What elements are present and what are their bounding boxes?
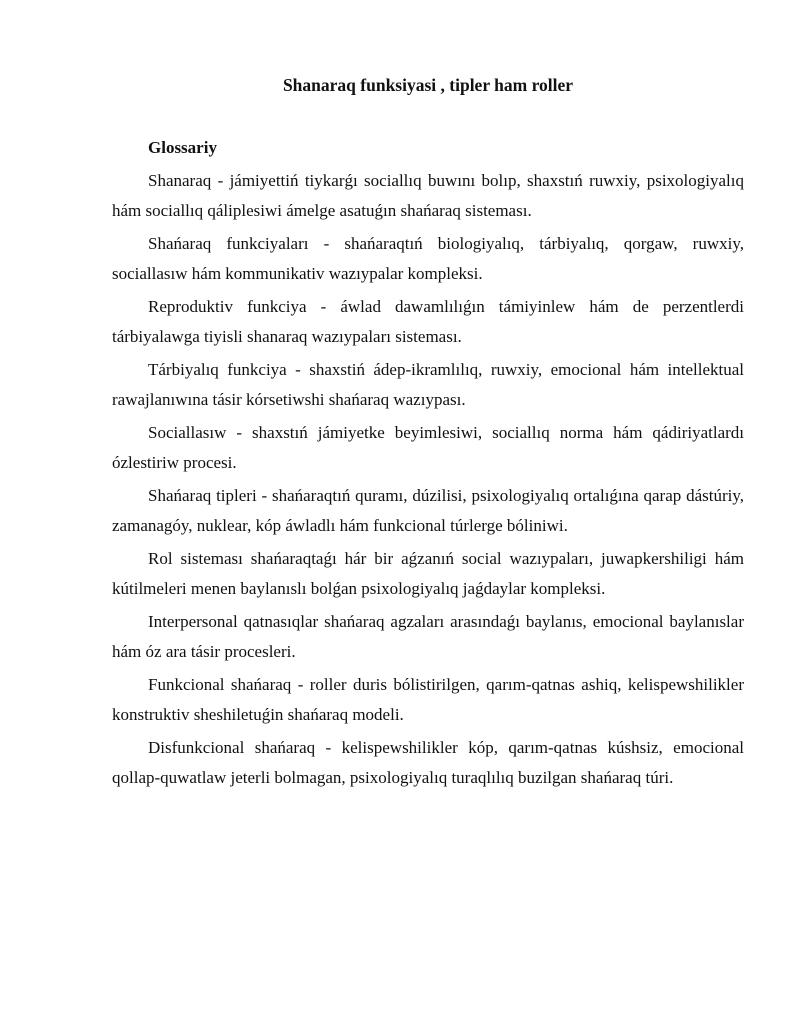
glossary-entry-educational-function: Tárbiyalıq funkciya - shaxstiń ádep-ikramlılıq, ruwxiy, emocional hám intellektual rawajlanıwına tásir kórsetiwshi shańaraq wazıypası. — [112, 360, 744, 409]
glossary-entry-reproductive-function: Reproduktiv funkciya - áwlad dawamlılıǵın támiyinlew hám de perzentlerdi tárbiyalawga tiyisli shanaraq wazıypaları sisteması. — [112, 297, 744, 346]
glossary-entry-functional-family: Funkcional shańaraq - roller duris bólistirilgen, qarım-qatnas ashiq, kelispewshilikler konstruktiv sheshiletuǵin shańaraq modeli. — [112, 675, 744, 724]
glossary-entry-interpersonal-relations: Interpersonal qatnasıqlar shańaraq agzaları arasındaǵı baylanıs, emocional baylanıslar hám óz ara tásir procesleri. — [112, 612, 744, 661]
glossary-entry-family-types: Shańaraq tipleri - shańaraqtıń quramı, dúzilisi, psixologiyalıq ortalıǵına qarap dástúriy, zamanagóy, nuklear, kóp áwladlı hám funkcional túrlerge bóliniwi. — [112, 486, 744, 535]
glossary-entry-shanaraq: Shanaraq - jámiyettiń tiykarǵı sociallıq buwını bolıp, shaxstıń ruwxiy, psixologiyalıq hám sociallıq qáliplesiwi ámelge asatuǵın shańaraq sisteması. — [112, 171, 744, 220]
glossary-section — [112, 136, 744, 796]
document-title: Shanaraq funksiyasi , tipler ham roller — [282, 75, 574, 95]
glossary-entry-dysfunctional-family: Disfunkcional shańaraq - kelispewshilikler kóp, qarım-qatnas kúshsiz, emocional qollap-quwatlaw jeterli bolmagan, psixologiyalıq turaqlılıq buzilgan shańaraq túri. — [112, 738, 744, 787]
glossary-heading: Glossariy — [148, 138, 217, 157]
glossary-entry-functions: Shańaraq funkciyaları - shańaraqtıń biologiyalıq, tárbiyalıq, qorgaw, ruwxiy, sociallasıw hám kommunikativ wazıypalar kompleksi. — [112, 234, 744, 283]
glossary-entry-role-system: Rol sisteması shańaraqtaǵı hár bir aǵzanıń social wazıypaları, juwapkershiligi hám kútilmeleri menen baylanıslı bolǵan psixologiyalıq jaǵdaylar kompleksi. — [112, 549, 744, 598]
glossary-entry-socialization: Sociallasıw - shaxstıń jámiyetke beyimlesiwi, sociallıq norma hám qádiriyatlardı ózlestiriw procesi. — [112, 423, 744, 472]
